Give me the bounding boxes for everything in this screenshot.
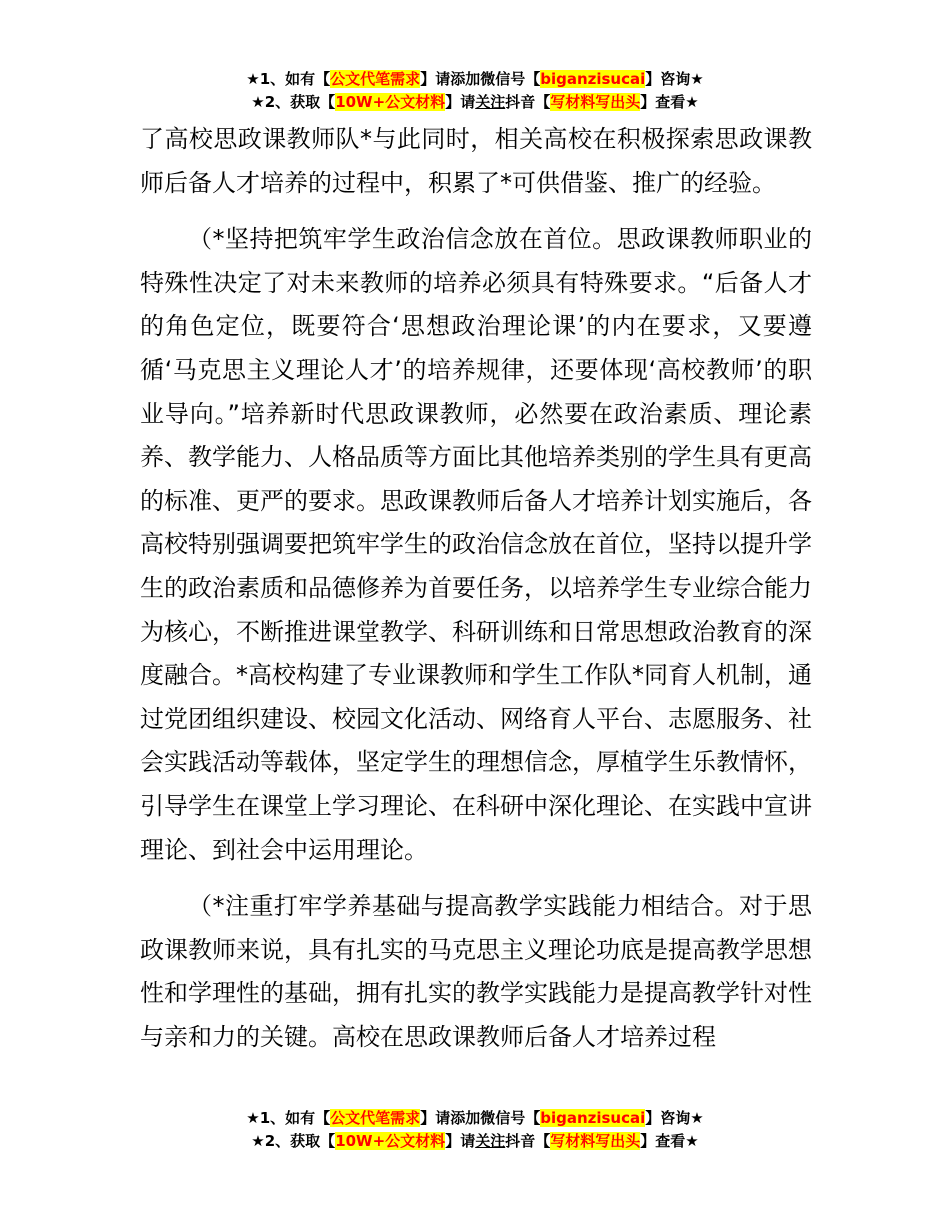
footer-line-1 bbox=[0, 1107, 950, 1130]
footer-douyin-account-highlight: 写材料写出头 bbox=[550, 1132, 641, 1150]
paragraph-2: （*坚持把筑牢学生政治信念放在首位。思政课教师职业的特殊性决定了对未来教师的培养必须具有特殊要求。“后备人才的角色定位，既要符合‘思想政治理论课’的内在要求，又要遵循‘马克思主义理论人才’的培养规律，还要体现‘高校教师’的职业导向。”培养新时代思政课教师，必然要在政治素质、理论素养、教学能力、人格品质等方面比其他培养类别的学生具有更高的标准、更严的要求。思政课教师后备人才培养计划实施后，各高校特别强调要把筑牢学生的政治信念放在首位，坚持以提升学生的政治素质和品德修养为首要任务，以培养学生专业综合能力为核心，不断推进课堂教学、科研训练和日常思想政治教育的深度融合。*高校构建了专业课教师和学生工作队*同育人机制，通过党团组织建设、校园文化活动、网络育人平台、志愿服务、社会实践活动等载体，坚定学生的理想信念，厚植学生乐教情怀，引导学生在课堂上学习理论、在科研中深化理论、在实践中宣讲理论、到社会中运用理论。 bbox=[140, 225, 812, 864]
footer-line-2-prefix: ★2、获取【 bbox=[251, 1132, 336, 1150]
header-line-1-mid: 】请添加微信号【 bbox=[420, 70, 541, 88]
paragraph-3: （*注重打牢学养基础与提高教学实践能力相结合。对于思政课教师来说，具有扎实的马克思主义理论功底是提高教学思想性和学理性的基础，拥有扎实的教学实践能力是提高教学针对性与亲和力的关键。高校在思政课教师后备人才培养过程 bbox=[140, 892, 812, 1051]
header-line-1-prefix: ★1、如有【 bbox=[246, 70, 331, 88]
douyin-account-highlight: 写材料写出头 bbox=[550, 93, 641, 111]
header-line-2 bbox=[0, 91, 950, 114]
header-line-2-mid2: 抖音【 bbox=[505, 93, 551, 111]
header-banner bbox=[0, 68, 950, 114]
header-line-2-suffix: 】查看★ bbox=[640, 93, 699, 111]
footer-wechat-id-highlight: biganzisucai bbox=[540, 1109, 646, 1127]
header-line-1 bbox=[0, 68, 950, 91]
footer-line-1-suffix: 】咨询★ bbox=[645, 1109, 704, 1127]
footer-line-2-mid1: 】请 bbox=[445, 1132, 476, 1150]
footer-line-2 bbox=[0, 1130, 950, 1153]
footer-line-2-mid2: 抖音【 bbox=[505, 1132, 551, 1150]
wechat-id-highlight: biganzisucai bbox=[540, 70, 646, 88]
materials-highlight: 10W+公文材料 bbox=[335, 93, 446, 111]
footer-materials-highlight: 10W+公文材料 bbox=[335, 1132, 446, 1150]
follow-underlined: 关注 bbox=[475, 93, 506, 111]
document-body bbox=[140, 118, 812, 1059]
footer-banner bbox=[0, 1107, 950, 1153]
footer-line-2-suffix: 】查看★ bbox=[640, 1132, 699, 1150]
ghostwriting-highlight: 公文代笔需求 bbox=[330, 70, 421, 88]
paragraph-1: 了高校思政课教师队*与此同时，相关高校在积极探索思政课教师后备人才培养的过程中，积累了*可供借鉴、推广的经验。 bbox=[140, 125, 812, 197]
header-line-1-suffix: 】咨询★ bbox=[645, 70, 704, 88]
header-line-2-mid1: 】请 bbox=[445, 93, 476, 111]
footer-line-1-prefix: ★1、如有【 bbox=[246, 1109, 331, 1127]
footer-line-1-mid: 】请添加微信号【 bbox=[420, 1109, 541, 1127]
footer-ghostwriting-highlight: 公文代笔需求 bbox=[330, 1109, 421, 1127]
footer-follow-underlined: 关注 bbox=[475, 1132, 506, 1150]
header-line-2-prefix: ★2、获取【 bbox=[251, 93, 336, 111]
